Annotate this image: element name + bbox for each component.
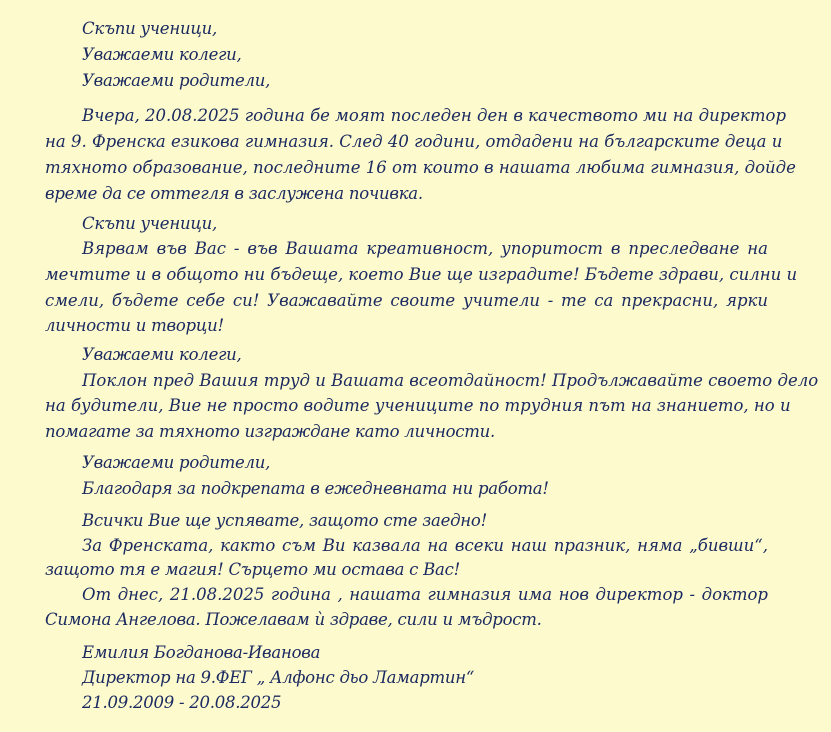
para1-line-2: на 9. Френска езикова гимназия. След 40 години, отдадени на българските деца и <box>45 132 783 151</box>
students-line-2: мечтите и в общото ни бъдеще, което Вие ще изградите! Бъдете здрави, силни и <box>45 265 798 284</box>
students-heading: Скъпи ученици, <box>82 214 217 233</box>
parents-heading: Уважаеми родители, <box>82 453 271 472</box>
closing-line-1: Всички Вие ще успявате, защото сте заедно! <box>82 511 487 530</box>
closing-line-3: защото тя е магия! Сърцето ми остава с Вас! <box>45 560 460 579</box>
students-line-4: личности и творци! <box>45 316 224 335</box>
para1-line-1: Вчера, 20.08.2025 година бе моят последен ден в качеството ми на директор <box>82 106 787 125</box>
signature-term: 21.09.2009 - 20.08.2025 <box>82 693 282 712</box>
greeting-parents: Уважаеми родители, <box>82 71 271 90</box>
parents-line: Благодаря за подкрепата в ежедневната ни работа! <box>82 479 549 498</box>
greeting-colleagues: Уважаеми колеги, <box>82 45 242 64</box>
para1-line-3: тяхното образование, последните 16 от които в нашата любима гимназия, дойде <box>45 158 796 177</box>
closing-line-5: Симона Ангелова. Пожелавам ѝ здраве, сили и мъдрост. <box>45 610 542 629</box>
signature-name: Емилия Богданова-Иванова <box>82 643 321 662</box>
para1-line-4: време да се оттегля в заслужена почивка. <box>45 184 423 203</box>
closing-line-2: За Френската, както съм Ви казвала на всеки наш празник, няма „бивши“, <box>82 536 768 555</box>
colleagues-line-1: Поклон пред Вашия труд и Вашата всеотдайност! Продължавайте своето дело <box>82 371 819 390</box>
signature-title: Директор на 9.ФЕГ „ Алфонс дьо Ламартин“ <box>82 668 475 687</box>
colleagues-line-3: помагате за тяхното изграждане като личности. <box>45 422 496 441</box>
colleagues-heading: Уважаеми колеги, <box>82 345 242 364</box>
colleagues-line-2: на будители, Вие не просто водите учениците по трудния път на знанието, но и <box>45 396 791 415</box>
greeting-students: Скъпи ученици, <box>82 19 217 38</box>
students-line-3: смели, бъдете себе си! Уважавайте своите учители - те са прекрасни, ярки <box>45 291 768 310</box>
closing-line-4: От днес, 21.08.2025 година , нашата гимназия има нов директор - доктор <box>82 585 768 604</box>
students-line-1: Вярвам във Вас - във Вашата креативност, упоритост в преследване на <box>82 239 768 258</box>
